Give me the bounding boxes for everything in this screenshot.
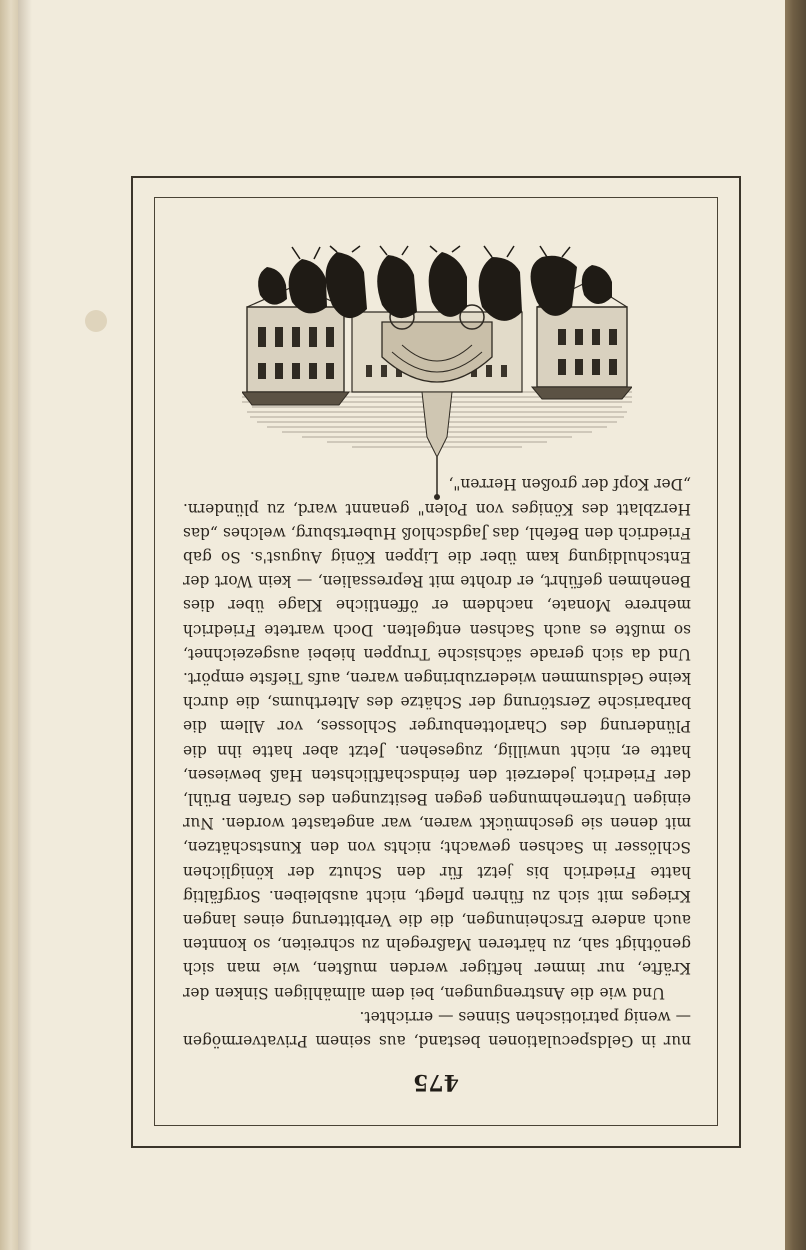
page-content-rotated <box>155 198 717 1125</box>
engraving-illustration <box>242 245 632 557</box>
paragraph-1: nur in Geldspeculationen bestand, aus seinem Privatvermögen — wenig patriotischen Sinnes — errichtet. <box>183 1007 691 1050</box>
gutter-shadow <box>18 0 32 1250</box>
paper-stain <box>85 310 107 332</box>
crowd-figures <box>258 252 612 321</box>
book-edge-right <box>785 0 806 1250</box>
page-number: 475 <box>413 1069 459 1095</box>
body-text <box>183 472 691 1053</box>
engraving-svg <box>242 245 632 557</box>
paragraph-2: Und wie die Anstrengungen, bei dem allmähligen Sinken der Kräfte, nur immer heftiger werden mußten, wie man sich genöthigt sah, zu härteren Maßregeln zu schreiten, so konnten auch andere Erscheinungen, die die Verbitterung eines langen Krieges mit sich zu führen pflegt, nicht ausbleiben. Sorgfältig hatte Friedrich bis jetzt für den Schutz der königlichen Schlösser in Sachsen gewacht; nichts von den Kunstschätzen, mit denen sie geschmückt waren, war angetastet worden. Nur einigen Unternehmungen gegen Besitzungen des Grafen Brühl, der Friedrich jederzeit den feindschaftlichsten Haß bewiesen, hatte er, nicht unwillig, zugesehen. Jetzt aber hatte ihn die Plünderung des Charlottenburger Schlosses, vor Allem die barbarische Zerstörung der Schätze des Alterthums, die durch keine Geldsummen wiederzubringen waren, aufs Tiefste empört. Und da sich gerade sächsische Truppen hiebei ausgezeichnet, so mußte es auch Sachsen entgelten. Doch wartete Friedrich mehrere Monate, nachdem er öffentliche Klage über dies Benehmen geführt, er drohte mit Repressalien, — kein Wort der Entschuldigung kam über die Lippen König August's. So gab Friedrich den Befehl, das Jagdschloß Hubertsburg, welches „das Herzblatt des Königes von Polen" genannt ward, zu plündern. „Der Kopf der großen Herren", <box>183 475 691 1002</box>
book-edge-left <box>0 0 18 1250</box>
